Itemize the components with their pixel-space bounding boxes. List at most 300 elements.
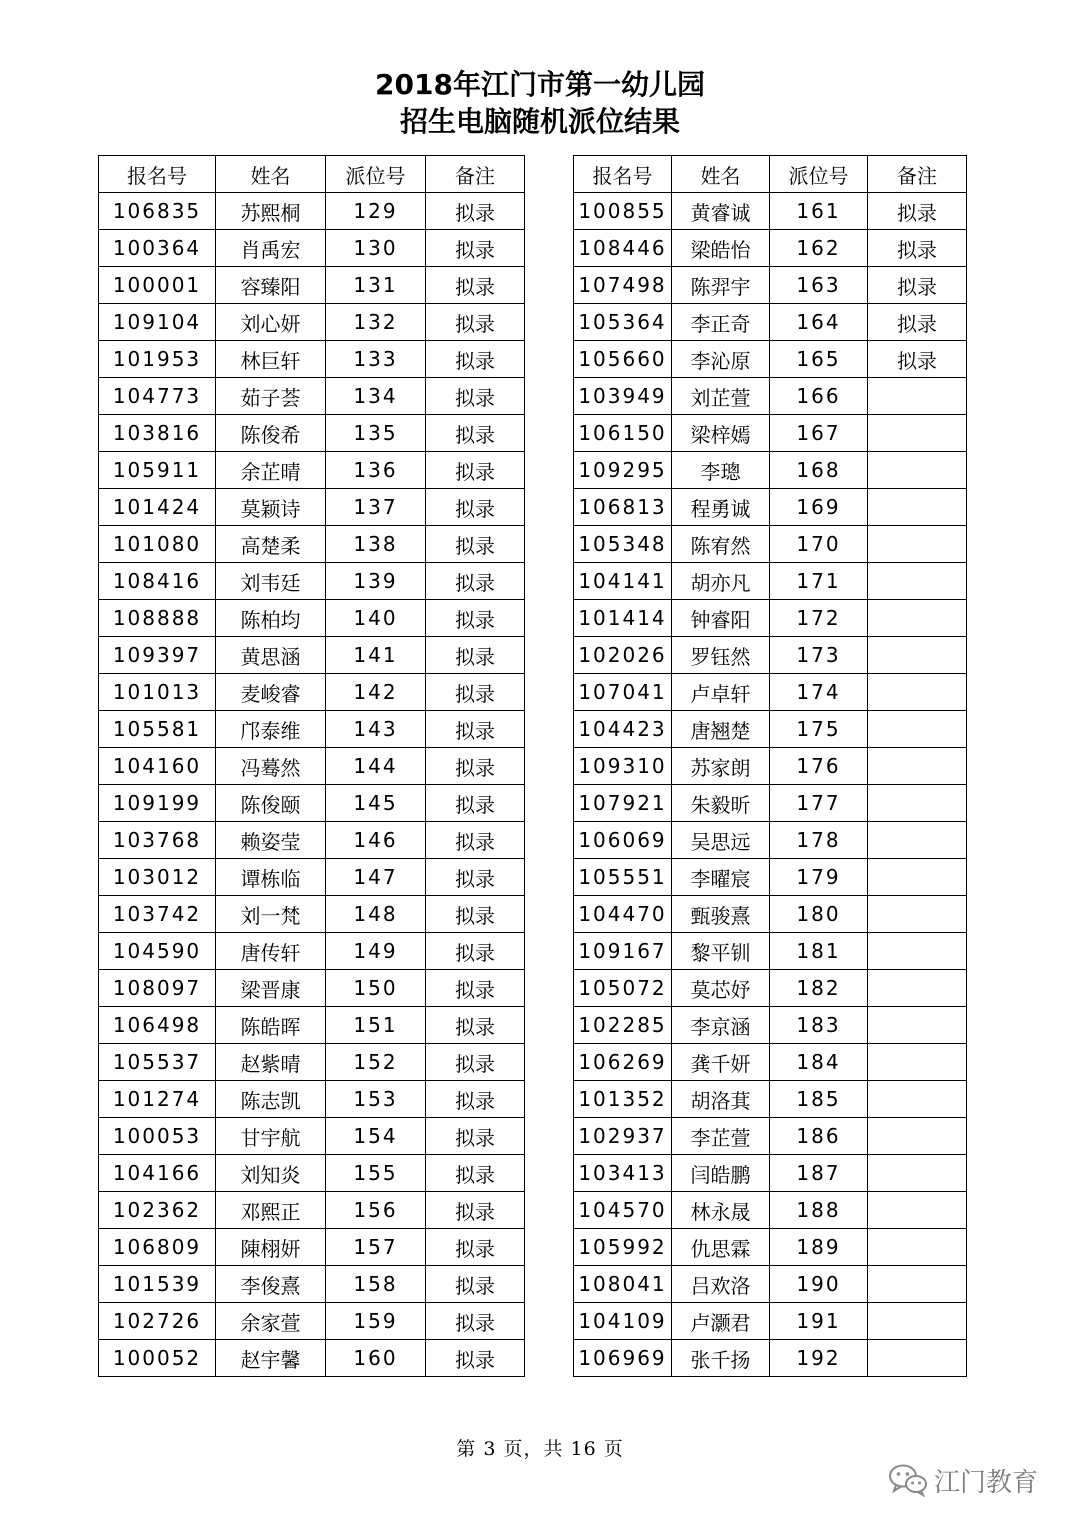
name-cell: 李曜宸 [672, 859, 770, 896]
lottery-no-cell: 175 [770, 711, 868, 748]
registration-no-cell: 101953 [99, 341, 216, 378]
table-row [99, 637, 525, 674]
lottery-no-cell: 185 [770, 1081, 868, 1118]
remark-cell [868, 1007, 967, 1044]
lottery-no-cell: 137 [326, 489, 426, 526]
remark-cell [868, 526, 967, 563]
name-cell: 冯蓦然 [216, 748, 326, 785]
name-cell: 唐翘楚 [672, 711, 770, 748]
remark-cell [868, 415, 967, 452]
lottery-no-cell: 129 [326, 193, 426, 230]
registration-no-cell: 107921 [574, 785, 672, 822]
table-row [99, 341, 525, 378]
remark-cell: 拟录 [426, 193, 525, 230]
table-row [99, 970, 525, 1007]
remark-cell [868, 600, 967, 637]
table-row [99, 378, 525, 415]
remark-cell: 拟录 [426, 1118, 525, 1155]
registration-no-cell: 105551 [574, 859, 672, 896]
name-cell: 吴思远 [672, 822, 770, 859]
lottery-no-cell: 160 [326, 1340, 426, 1377]
remark-cell: 拟录 [426, 822, 525, 859]
registration-no-cell: 103949 [574, 378, 672, 415]
lottery-no-cell: 189 [770, 1229, 868, 1266]
name-cell: 吕欢洛 [672, 1266, 770, 1303]
name-cell: 李璁 [672, 452, 770, 489]
registration-no-cell: 103012 [99, 859, 216, 896]
page-title-line1: 2018年江门市第一幼儿园 [375, 68, 705, 101]
table-row [99, 1266, 525, 1303]
remark-cell: 拟录 [868, 193, 967, 230]
lottery-no-cell: 168 [770, 452, 868, 489]
lottery-no-cell: 161 [770, 193, 868, 230]
lottery-no-cell: 143 [326, 711, 426, 748]
lottery-no-cell: 155 [326, 1155, 426, 1192]
registration-no-cell: 106813 [574, 489, 672, 526]
registration-no-cell: 109104 [99, 304, 216, 341]
registration-no-cell: 104166 [99, 1155, 216, 1192]
remark-cell: 拟录 [426, 711, 525, 748]
registration-no-cell: 105348 [574, 526, 672, 563]
remark-cell: 拟录 [426, 674, 525, 711]
table-row [99, 452, 525, 489]
registration-no-cell: 106069 [574, 822, 672, 859]
header-name: 姓名 [672, 156, 770, 193]
table-row [99, 415, 525, 452]
remark-cell [868, 970, 967, 1007]
registration-no-cell: 104570 [574, 1192, 672, 1229]
registration-no-cell: 105364 [574, 304, 672, 341]
table-row [574, 230, 967, 267]
name-cell: 陳栩妍 [216, 1229, 326, 1266]
registration-no-cell: 104470 [574, 896, 672, 933]
table-row [99, 1192, 525, 1229]
name-cell: 刘芷萱 [672, 378, 770, 415]
lottery-no-cell: 171 [770, 563, 868, 600]
name-cell: 陈皓晖 [216, 1007, 326, 1044]
name-cell: 林永晟 [672, 1192, 770, 1229]
name-cell: 黄思涵 [216, 637, 326, 674]
table-row [99, 1081, 525, 1118]
header-row [99, 156, 525, 193]
registration-no-cell: 105072 [574, 970, 672, 1007]
page-footer: 第 3 页，共 16 页 [456, 1438, 624, 1460]
remark-cell [868, 637, 967, 674]
table-row [574, 1118, 967, 1155]
name-cell: 仇思霖 [672, 1229, 770, 1266]
name-cell: 林巨轩 [216, 341, 326, 378]
name-cell: 卢灏君 [672, 1303, 770, 1340]
registration-no-cell: 101539 [99, 1266, 216, 1303]
table-row [574, 267, 967, 304]
remark-cell: 拟录 [426, 785, 525, 822]
remark-cell [868, 822, 967, 859]
registration-no-cell: 106269 [574, 1044, 672, 1081]
registration-no-cell: 106835 [99, 193, 216, 230]
lottery-no-cell: 186 [770, 1118, 868, 1155]
registration-no-cell: 101013 [99, 674, 216, 711]
name-cell: 陈志凯 [216, 1081, 326, 1118]
remark-cell: 拟录 [426, 1266, 525, 1303]
lottery-no-cell: 187 [770, 1155, 868, 1192]
name-cell: 朱毅昕 [672, 785, 770, 822]
lottery-no-cell: 135 [326, 415, 426, 452]
lottery-no-cell: 169 [770, 489, 868, 526]
name-cell: 黎平钏 [672, 933, 770, 970]
name-cell: 陈俊颐 [216, 785, 326, 822]
name-cell: 龚千妍 [672, 1044, 770, 1081]
table-row [574, 933, 967, 970]
name-cell: 赵紫晴 [216, 1044, 326, 1081]
registration-no-cell: 102362 [99, 1192, 216, 1229]
remark-cell: 拟录 [426, 1340, 525, 1377]
registration-no-cell: 108041 [574, 1266, 672, 1303]
registration-no-cell: 104141 [574, 563, 672, 600]
remark-cell [868, 711, 967, 748]
lottery-no-cell: 190 [770, 1266, 868, 1303]
header-lottery-no: 派位号 [326, 156, 426, 193]
remark-cell [868, 1303, 967, 1340]
table-row [574, 748, 967, 785]
name-cell: 甘宇航 [216, 1118, 326, 1155]
remark-cell [868, 1192, 967, 1229]
name-cell: 高楚柔 [216, 526, 326, 563]
lottery-no-cell: 153 [326, 1081, 426, 1118]
name-cell: 梁皓怡 [672, 230, 770, 267]
table-row [99, 600, 525, 637]
registration-no-cell: 107498 [574, 267, 672, 304]
remark-cell: 拟录 [426, 600, 525, 637]
name-cell: 胡洛萁 [672, 1081, 770, 1118]
remark-cell [868, 1118, 967, 1155]
registration-no-cell: 100364 [99, 230, 216, 267]
remark-cell [868, 378, 967, 415]
remark-cell: 拟录 [426, 637, 525, 674]
remark-cell: 拟录 [426, 1081, 525, 1118]
lottery-no-cell: 166 [770, 378, 868, 415]
table-row [574, 859, 967, 896]
table-row [99, 1229, 525, 1266]
registration-no-cell: 101424 [99, 489, 216, 526]
lottery-no-cell: 192 [770, 1340, 868, 1377]
remark-cell [868, 674, 967, 711]
registration-no-cell: 103742 [99, 896, 216, 933]
table-row [574, 1007, 967, 1044]
remark-cell: 拟录 [426, 304, 525, 341]
registration-no-cell: 108888 [99, 600, 216, 637]
header-row [574, 156, 967, 193]
table-row [99, 711, 525, 748]
lottery-no-cell: 146 [326, 822, 426, 859]
registration-no-cell: 102937 [574, 1118, 672, 1155]
name-cell: 闫皓鹏 [672, 1155, 770, 1192]
registration-no-cell: 104590 [99, 933, 216, 970]
header-registration-no: 报名号 [99, 156, 216, 193]
registration-no-cell: 105911 [99, 452, 216, 489]
registration-no-cell: 104423 [574, 711, 672, 748]
lottery-no-cell: 179 [770, 859, 868, 896]
remark-cell [868, 1340, 967, 1377]
name-cell: 李芷萱 [672, 1118, 770, 1155]
watermark-text: 江门教育 [934, 1467, 1039, 1498]
name-cell: 梁梓嫣 [672, 415, 770, 452]
table-row [99, 1044, 525, 1081]
remark-cell: 拟录 [868, 304, 967, 341]
table-row [574, 1155, 967, 1192]
lottery-no-cell: 172 [770, 600, 868, 637]
registration-no-cell: 106150 [574, 415, 672, 452]
lottery-no-cell: 164 [770, 304, 868, 341]
registration-no-cell: 102285 [574, 1007, 672, 1044]
table-row [574, 1192, 967, 1229]
lottery-no-cell: 145 [326, 785, 426, 822]
lottery-no-cell: 180 [770, 896, 868, 933]
remark-cell [868, 859, 967, 896]
remark-cell: 拟录 [426, 415, 525, 452]
lottery-no-cell: 188 [770, 1192, 868, 1229]
registration-no-cell: 102026 [574, 637, 672, 674]
lottery-no-cell: 147 [326, 859, 426, 896]
name-cell: 刘韦廷 [216, 563, 326, 600]
registration-no-cell: 100052 [99, 1340, 216, 1377]
lottery-no-cell: 165 [770, 341, 868, 378]
page-title-line2: 招生电脑随机派位结果 [399, 105, 680, 138]
remark-cell: 拟录 [426, 1229, 525, 1266]
remark-cell: 拟录 [426, 489, 525, 526]
remark-cell [868, 1229, 967, 1266]
lottery-no-cell: 130 [326, 230, 426, 267]
remark-cell: 拟录 [426, 267, 525, 304]
remark-cell: 拟录 [426, 1192, 525, 1229]
remark-cell: 拟录 [426, 896, 525, 933]
lottery-no-cell: 139 [326, 563, 426, 600]
lottery-no-cell: 183 [770, 1007, 868, 1044]
lottery-no-cell: 170 [770, 526, 868, 563]
table-row [574, 1081, 967, 1118]
remark-cell [868, 748, 967, 785]
remark-cell [868, 785, 967, 822]
remark-cell: 拟录 [868, 267, 967, 304]
registration-no-cell: 100855 [574, 193, 672, 230]
name-cell: 刘一梵 [216, 896, 326, 933]
lottery-no-cell: 148 [326, 896, 426, 933]
name-cell: 张千扬 [672, 1340, 770, 1377]
name-cell: 刘知炎 [216, 1155, 326, 1192]
table-row [99, 526, 525, 563]
lottery-no-cell: 136 [326, 452, 426, 489]
remark-cell [868, 1081, 967, 1118]
lottery-no-cell: 140 [326, 600, 426, 637]
registration-no-cell: 101414 [574, 600, 672, 637]
name-cell: 容臻阳 [216, 267, 326, 304]
table-row [574, 1340, 967, 1377]
lottery-no-cell: 134 [326, 378, 426, 415]
table-row [99, 304, 525, 341]
registration-no-cell: 105537 [99, 1044, 216, 1081]
table-row [99, 563, 525, 600]
remark-cell: 拟录 [426, 341, 525, 378]
registration-no-cell: 106969 [574, 1340, 672, 1377]
lottery-no-cell: 157 [326, 1229, 426, 1266]
name-cell: 赵宇馨 [216, 1340, 326, 1377]
name-cell: 邓熙正 [216, 1192, 326, 1229]
name-cell: 钟睿阳 [672, 600, 770, 637]
remark-cell: 拟录 [426, 933, 525, 970]
table-row [99, 230, 525, 267]
registration-no-cell: 108416 [99, 563, 216, 600]
remark-cell [868, 933, 967, 970]
lottery-no-cell: 150 [326, 970, 426, 1007]
name-cell: 谭栋临 [216, 859, 326, 896]
registration-no-cell: 101274 [99, 1081, 216, 1118]
registration-no-cell: 107041 [574, 674, 672, 711]
remark-cell: 拟录 [426, 1007, 525, 1044]
remark-cell [868, 896, 967, 933]
table-row [574, 637, 967, 674]
lottery-no-cell: 173 [770, 637, 868, 674]
table-row [99, 267, 525, 304]
lottery-no-cell: 177 [770, 785, 868, 822]
name-cell: 唐传轩 [216, 933, 326, 970]
registration-no-cell: 105581 [99, 711, 216, 748]
remark-cell [868, 563, 967, 600]
table-row [574, 415, 967, 452]
remark-cell [868, 489, 967, 526]
table-row [574, 304, 967, 341]
table-row [574, 1303, 967, 1340]
registration-no-cell: 109199 [99, 785, 216, 822]
name-cell: 甄骏熹 [672, 896, 770, 933]
name-cell: 李京涵 [672, 1007, 770, 1044]
registration-no-cell: 101352 [574, 1081, 672, 1118]
name-cell: 陈宥然 [672, 526, 770, 563]
lottery-no-cell: 191 [770, 1303, 868, 1340]
registration-no-cell: 104773 [99, 378, 216, 415]
table-row [574, 600, 967, 637]
registration-no-cell: 103816 [99, 415, 216, 452]
remark-cell [868, 1155, 967, 1192]
registration-no-cell: 105992 [574, 1229, 672, 1266]
remark-cell: 拟录 [426, 230, 525, 267]
lottery-no-cell: 163 [770, 267, 868, 304]
lottery-no-cell: 158 [326, 1266, 426, 1303]
remark-cell [868, 452, 967, 489]
table-row [574, 1044, 967, 1081]
name-cell: 麦峻睿 [216, 674, 326, 711]
remark-cell: 拟录 [426, 970, 525, 1007]
remark-cell: 拟录 [426, 563, 525, 600]
name-cell: 黄睿诚 [672, 193, 770, 230]
table-row [99, 748, 525, 785]
name-cell: 莫颖诗 [216, 489, 326, 526]
table-row [574, 711, 967, 748]
name-cell: 刘心妍 [216, 304, 326, 341]
table-row [99, 896, 525, 933]
remark-cell: 拟录 [868, 230, 967, 267]
table-row [574, 1229, 967, 1266]
registration-no-cell: 109295 [574, 452, 672, 489]
lottery-no-cell: 138 [326, 526, 426, 563]
registration-no-cell: 109167 [574, 933, 672, 970]
lottery-no-cell: 162 [770, 230, 868, 267]
roster-table-right [573, 155, 967, 1377]
table-row [574, 341, 967, 378]
name-cell: 李俊熹 [216, 1266, 326, 1303]
remark-cell: 拟录 [426, 378, 525, 415]
table-row [99, 822, 525, 859]
registration-no-cell: 108097 [99, 970, 216, 1007]
table-row [99, 1303, 525, 1340]
name-cell: 苏熙桐 [216, 193, 326, 230]
name-cell: 余芷晴 [216, 452, 326, 489]
name-cell: 程勇诚 [672, 489, 770, 526]
table-row [574, 193, 967, 230]
name-cell: 莫芯妤 [672, 970, 770, 1007]
name-cell: 陈柏均 [216, 600, 326, 637]
lottery-no-cell: 178 [770, 822, 868, 859]
lottery-no-cell: 156 [326, 1192, 426, 1229]
table-row [99, 1007, 525, 1044]
name-cell: 余家萱 [216, 1303, 326, 1340]
header-registration-no: 报名号 [574, 156, 672, 193]
watermark [888, 1462, 1038, 1498]
name-cell: 李沁原 [672, 341, 770, 378]
lottery-no-cell: 144 [326, 748, 426, 785]
remark-cell: 拟录 [426, 452, 525, 489]
registration-no-cell: 101080 [99, 526, 216, 563]
lottery-no-cell: 142 [326, 674, 426, 711]
registration-no-cell: 104160 [99, 748, 216, 785]
table-row [99, 674, 525, 711]
table-row [574, 822, 967, 859]
registration-no-cell: 108446 [574, 230, 672, 267]
name-cell: 罗钰然 [672, 637, 770, 674]
table-row [99, 1155, 525, 1192]
lottery-no-cell: 182 [770, 970, 868, 1007]
name-cell: 肖禹宏 [216, 230, 326, 267]
lottery-no-cell: 141 [326, 637, 426, 674]
lottery-no-cell: 152 [326, 1044, 426, 1081]
remark-cell: 拟录 [868, 341, 967, 378]
lottery-no-cell: 149 [326, 933, 426, 970]
table-row [99, 933, 525, 970]
roster-table-left [98, 155, 525, 1377]
header-remark: 备注 [426, 156, 525, 193]
registration-no-cell: 103413 [574, 1155, 672, 1192]
header-lottery-no: 派位号 [770, 156, 868, 193]
name-cell: 苏家朗 [672, 748, 770, 785]
lottery-no-cell: 151 [326, 1007, 426, 1044]
name-cell: 胡亦凡 [672, 563, 770, 600]
lottery-no-cell: 174 [770, 674, 868, 711]
registration-no-cell: 106498 [99, 1007, 216, 1044]
lottery-no-cell: 154 [326, 1118, 426, 1155]
table-row [99, 785, 525, 822]
name-cell: 李正奇 [672, 304, 770, 341]
name-cell: 陈俊希 [216, 415, 326, 452]
name-cell: 梁晋康 [216, 970, 326, 1007]
name-cell: 茹子荟 [216, 378, 326, 415]
registration-no-cell: 100053 [99, 1118, 216, 1155]
remark-cell: 拟录 [426, 526, 525, 563]
registration-no-cell: 105660 [574, 341, 672, 378]
registration-no-cell: 109397 [99, 637, 216, 674]
remark-cell: 拟录 [426, 1155, 525, 1192]
table-row [574, 378, 967, 415]
registration-no-cell: 104109 [574, 1303, 672, 1340]
lottery-no-cell: 132 [326, 304, 426, 341]
lottery-no-cell: 167 [770, 415, 868, 452]
